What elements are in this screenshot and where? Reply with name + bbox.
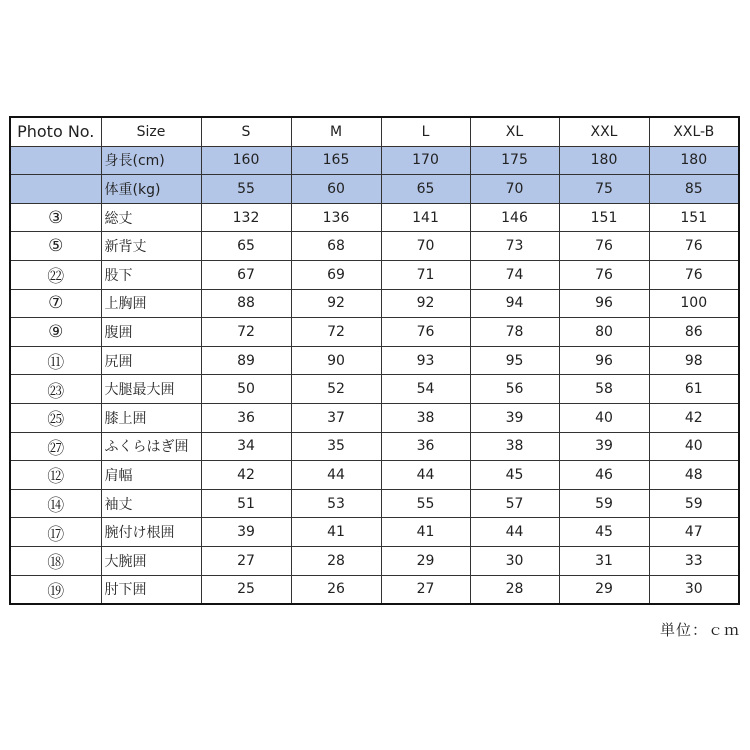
measurement-value: 44 — [381, 461, 470, 490]
measurement-label: 大腕囲 — [101, 546, 201, 575]
measurement-value: 65 — [201, 232, 291, 261]
measurement-value: 41 — [381, 518, 470, 547]
measurement-value: 94 — [470, 289, 559, 318]
measurement-value: 59 — [559, 489, 649, 518]
measurement-value: 72 — [291, 318, 381, 347]
measurement-value: 69 — [291, 260, 381, 289]
reference-value: 180 — [649, 146, 739, 175]
measurement-row — [10, 260, 739, 289]
measurement-value: 39 — [559, 432, 649, 461]
measurement-value: 88 — [201, 289, 291, 318]
size-chart-table — [9, 116, 740, 605]
measurement-label: 腹囲 — [101, 318, 201, 347]
unit-label: 単位：ｃｍ — [659, 621, 740, 639]
measurement-value: 132 — [201, 203, 291, 232]
size-header: Size — [101, 117, 201, 146]
measurement-label: 肩幅 — [101, 461, 201, 490]
measurement-value: 141 — [381, 203, 470, 232]
measurement-value: 57 — [470, 489, 559, 518]
measurement-label: 尻囲 — [101, 346, 201, 375]
measurement-value: 29 — [559, 575, 649, 604]
reference-label: 身長(cm) — [101, 146, 201, 175]
measurement-value: 27 — [201, 546, 291, 575]
reference-value: 60 — [291, 175, 381, 204]
measurement-value: 31 — [559, 546, 649, 575]
measurement-value: 41 — [291, 518, 381, 547]
measurement-value: 47 — [649, 518, 739, 547]
measurement-label: 大腿最大囲 — [101, 375, 201, 404]
measurement-value: 92 — [291, 289, 381, 318]
photo-no-cell: ㉕ — [10, 403, 101, 432]
measurement-value: 40 — [559, 403, 649, 432]
measurement-value: 73 — [470, 232, 559, 261]
measurement-label: 肘下囲 — [101, 575, 201, 604]
measurement-value: 28 — [470, 575, 559, 604]
measurement-value: 89 — [201, 346, 291, 375]
measurement-row — [10, 575, 739, 604]
measurement-value: 38 — [381, 403, 470, 432]
measurement-value: 39 — [201, 518, 291, 547]
size-col-header: XXL — [559, 117, 649, 146]
measurement-label: ふくらはぎ囲 — [101, 432, 201, 461]
measurement-value: 33 — [649, 546, 739, 575]
photo-no-cell: ⑱ — [10, 546, 101, 575]
measurement-value: 48 — [649, 461, 739, 490]
measurement-value: 40 — [649, 432, 739, 461]
measurement-value: 39 — [470, 403, 559, 432]
measurement-value: 151 — [559, 203, 649, 232]
measurement-value: 98 — [649, 346, 739, 375]
reference-value: 165 — [291, 146, 381, 175]
measurement-value: 90 — [291, 346, 381, 375]
measurement-row — [10, 346, 739, 375]
measurement-value: 72 — [201, 318, 291, 347]
measurement-row — [10, 289, 739, 318]
measurement-value: 92 — [381, 289, 470, 318]
measurement-value: 68 — [291, 232, 381, 261]
measurement-value: 61 — [649, 375, 739, 404]
photo-no-cell: ③ — [10, 203, 101, 232]
photo-no-cell: ⑪ — [10, 346, 101, 375]
measurement-value: 136 — [291, 203, 381, 232]
measurement-value: 76 — [559, 232, 649, 261]
size-col-header: M — [291, 117, 381, 146]
measurement-value: 86 — [649, 318, 739, 347]
measurement-value: 37 — [291, 403, 381, 432]
reference-value: 55 — [201, 175, 291, 204]
measurement-value: 44 — [470, 518, 559, 547]
measurement-value: 35 — [291, 432, 381, 461]
reference-row — [10, 175, 739, 204]
measurement-value: 44 — [291, 461, 381, 490]
measurement-row — [10, 461, 739, 490]
photo-no-cell: ⑨ — [10, 318, 101, 347]
size-chart-body — [10, 117, 739, 604]
reference-value: 75 — [559, 175, 649, 204]
photo-no-cell: ㉗ — [10, 432, 101, 461]
measurement-value: 28 — [291, 546, 381, 575]
measurement-value: 70 — [381, 232, 470, 261]
measurement-row — [10, 546, 739, 575]
measurement-label: 股下 — [101, 260, 201, 289]
measurement-label: 袖丈 — [101, 489, 201, 518]
measurement-value: 74 — [470, 260, 559, 289]
measurement-row — [10, 432, 739, 461]
measurement-value: 30 — [470, 546, 559, 575]
size-col-header: S — [201, 117, 291, 146]
measurement-value: 71 — [381, 260, 470, 289]
reference-value: 175 — [470, 146, 559, 175]
photo-no-cell: ⑰ — [10, 518, 101, 547]
measurement-value: 46 — [559, 461, 649, 490]
photo-no-cell: ⑦ — [10, 289, 101, 318]
photo-no-header: Photo No. — [10, 117, 101, 146]
measurement-value: 51 — [201, 489, 291, 518]
measurement-value: 146 — [470, 203, 559, 232]
measurement-label: 総丈 — [101, 203, 201, 232]
measurement-value: 76 — [381, 318, 470, 347]
measurement-value: 96 — [559, 289, 649, 318]
reference-value: 180 — [559, 146, 649, 175]
measurement-value: 59 — [649, 489, 739, 518]
measurement-label: 上胸囲 — [101, 289, 201, 318]
size-col-header: L — [381, 117, 470, 146]
measurement-value: 56 — [470, 375, 559, 404]
photo-no-cell — [10, 146, 101, 175]
measurement-value: 76 — [649, 260, 739, 289]
measurement-row — [10, 518, 739, 547]
measurement-row — [10, 375, 739, 404]
reference-value: 85 — [649, 175, 739, 204]
reference-row — [10, 146, 739, 175]
measurement-row — [10, 232, 739, 261]
measurement-value: 38 — [470, 432, 559, 461]
photo-no-cell — [10, 175, 101, 204]
measurement-value: 36 — [201, 403, 291, 432]
measurement-value: 80 — [559, 318, 649, 347]
measurement-value: 96 — [559, 346, 649, 375]
measurement-value: 95 — [470, 346, 559, 375]
measurement-value: 54 — [381, 375, 470, 404]
photo-no-cell: ㉓ — [10, 375, 101, 404]
measurement-label: 新背丈 — [101, 232, 201, 261]
measurement-value: 27 — [381, 575, 470, 604]
reference-value: 170 — [381, 146, 470, 175]
measurement-value: 36 — [381, 432, 470, 461]
measurement-value: 29 — [381, 546, 470, 575]
measurement-value: 25 — [201, 575, 291, 604]
measurement-value: 30 — [649, 575, 739, 604]
measurement-value: 151 — [649, 203, 739, 232]
measurement-row — [10, 318, 739, 347]
size-col-header: XXL-B — [649, 117, 739, 146]
measurement-value: 93 — [381, 346, 470, 375]
measurement-value: 53 — [291, 489, 381, 518]
measurement-value: 42 — [649, 403, 739, 432]
measurement-value: 100 — [649, 289, 739, 318]
measurement-value: 50 — [201, 375, 291, 404]
measurement-value: 76 — [559, 260, 649, 289]
header-row — [10, 117, 739, 146]
measurement-value: 58 — [559, 375, 649, 404]
measurement-row — [10, 203, 739, 232]
measurement-value: 52 — [291, 375, 381, 404]
measurement-value: 76 — [649, 232, 739, 261]
photo-no-cell: ⑭ — [10, 489, 101, 518]
measurement-value: 45 — [470, 461, 559, 490]
size-col-header: XL — [470, 117, 559, 146]
photo-no-cell: ⑫ — [10, 461, 101, 490]
photo-no-cell: ㉒ — [10, 260, 101, 289]
reference-label: 体重(kg) — [101, 175, 201, 204]
measurement-value: 67 — [201, 260, 291, 289]
reference-value: 65 — [381, 175, 470, 204]
measurement-value: 45 — [559, 518, 649, 547]
measurement-label: 腕付け根囲 — [101, 518, 201, 547]
reference-value: 70 — [470, 175, 559, 204]
measurement-label: 膝上囲 — [101, 403, 201, 432]
photo-no-cell: ⑲ — [10, 575, 101, 604]
measurement-value: 26 — [291, 575, 381, 604]
measurement-value: 34 — [201, 432, 291, 461]
photo-no-cell: ⑤ — [10, 232, 101, 261]
measurement-row — [10, 489, 739, 518]
measurement-value: 55 — [381, 489, 470, 518]
reference-value: 160 — [201, 146, 291, 175]
measurement-value: 42 — [201, 461, 291, 490]
measurement-row — [10, 403, 739, 432]
measurement-value: 78 — [470, 318, 559, 347]
